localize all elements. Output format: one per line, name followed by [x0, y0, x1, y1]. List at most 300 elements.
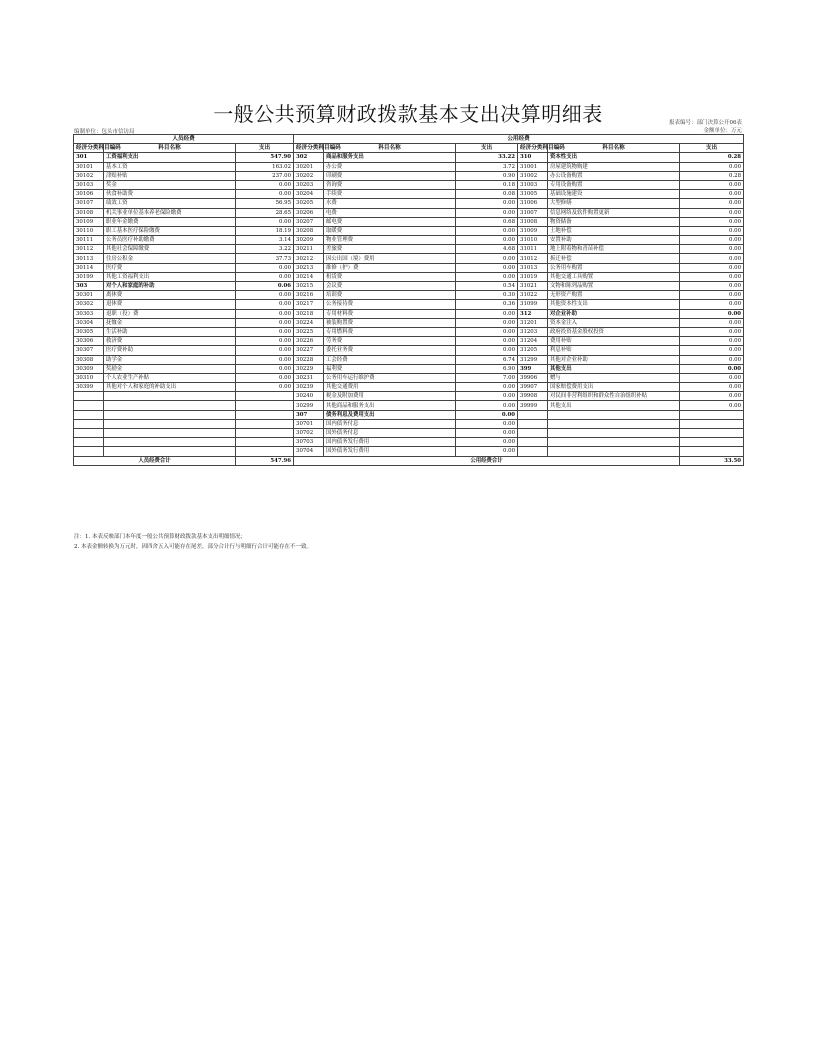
- cell-name: 对企业补助: [548, 309, 680, 318]
- cell-amount: 0.68: [456, 217, 518, 226]
- cell-amount: 0.00: [236, 190, 294, 199]
- cell-amount: 37.73: [236, 254, 294, 263]
- cell-name: 公务员医疗补助缴费: [104, 236, 236, 245]
- cell-code: 30308: [74, 355, 104, 364]
- cell-name: 因公出国（境）费用: [324, 254, 456, 263]
- cell-code: 31001: [518, 162, 548, 171]
- cell-code: [74, 438, 104, 447]
- cell-name: 个人农业生产补贴: [104, 373, 236, 382]
- table-row: [74, 401, 744, 410]
- cell-name: 医疗费补助: [104, 346, 236, 355]
- cell-code: 31099: [518, 300, 548, 309]
- cell-amount: 0.00: [680, 217, 744, 226]
- form-number: 报表编号：部门决算公开06表: [669, 120, 742, 126]
- cell-name: 税金及附加费用: [324, 392, 456, 401]
- totals-row: [74, 456, 744, 465]
- cell-amount: 0.08: [456, 190, 518, 199]
- cell-name: 医疗费: [104, 263, 236, 272]
- cell-code: 30102: [74, 171, 104, 180]
- cell-amount: 0.00: [680, 383, 744, 392]
- cell-name: [104, 392, 236, 401]
- cell-code: 30106: [74, 190, 104, 199]
- cell-amount: 0.00: [236, 217, 294, 226]
- cell-code: 31009: [518, 226, 548, 235]
- cell-name: 土地补偿: [548, 226, 680, 235]
- cell-amount: 33.22: [456, 153, 518, 162]
- cell-code: [74, 410, 104, 419]
- table-row: [74, 171, 744, 180]
- cell-amount: 0.00: [236, 300, 294, 309]
- cell-name: 对个人和家庭的补助: [104, 282, 236, 291]
- cell-amount: 0.00: [456, 401, 518, 410]
- cell-amount: 0.90: [456, 171, 518, 180]
- cell-amount: 0.28: [680, 153, 744, 162]
- cell-code: 39907: [518, 383, 548, 392]
- table-body: [74, 153, 744, 456]
- cell-amount: 0.18: [456, 180, 518, 189]
- cell-code: [74, 401, 104, 410]
- cell-amount: 0.00: [680, 190, 744, 199]
- cell-amount: [236, 447, 294, 456]
- personnel-total-label: 人员经费合计: [74, 456, 236, 465]
- cell-amount: 0.00: [680, 300, 744, 309]
- cell-code: 31008: [518, 217, 548, 226]
- cell-code: 303: [74, 282, 104, 291]
- cell-code: 31011: [518, 245, 548, 254]
- table-row: [74, 180, 744, 189]
- cell-amount: 0.06: [236, 282, 294, 291]
- table-row: [74, 226, 744, 235]
- cell-code: 30307: [74, 346, 104, 355]
- cell-name: 培训费: [324, 291, 456, 300]
- cell-amount: [236, 410, 294, 419]
- cell-name: [104, 410, 236, 419]
- cell-code: 31022: [518, 291, 548, 300]
- cell-code: 31003: [518, 180, 548, 189]
- cell-code: 30701: [294, 419, 324, 428]
- cell-name: 奖励金: [104, 364, 236, 373]
- table-row: [74, 263, 744, 272]
- cell-name: 住房公积金: [104, 254, 236, 263]
- cell-name: 办公设备购置: [548, 171, 680, 180]
- cell-amount: 0.00: [456, 309, 518, 318]
- cell-name: 电费: [324, 208, 456, 217]
- cell-amount: 0.00: [236, 291, 294, 300]
- cell-code: 30399: [74, 383, 104, 392]
- cell-code: 399: [518, 364, 548, 373]
- cell-code: [74, 429, 104, 438]
- column-header-code: 经济分类科目编码: [74, 144, 104, 153]
- cell-name: 债务利息及费用支出: [324, 410, 456, 419]
- cell-name: 国家赔偿费用支出: [548, 383, 680, 392]
- cell-name: 工会经费: [324, 355, 456, 364]
- cell-amount: [236, 392, 294, 401]
- cell-name: 国内债务发行费用: [324, 438, 456, 447]
- cell-code: 30114: [74, 263, 104, 272]
- cell-name: 公务接待费: [324, 300, 456, 309]
- cell-code: 30239: [294, 383, 324, 392]
- cell-code: 30306: [74, 337, 104, 346]
- cell-code: 30703: [294, 438, 324, 447]
- cell-amount: 7.00: [456, 373, 518, 382]
- cell-code: 30202: [294, 171, 324, 180]
- column-header-amount: 支出: [236, 144, 294, 153]
- cell-amount: 0.00: [236, 337, 294, 346]
- page-title: 一般公共预算财政拨款基本支出决算明细表: [213, 102, 603, 126]
- cell-amount: 0.00: [236, 383, 294, 392]
- cell-amount: 0.00: [456, 236, 518, 245]
- cell-name: 其他工资福利支出: [104, 272, 236, 281]
- cell-name: 国内债务付息: [324, 419, 456, 428]
- table-row: [74, 199, 744, 208]
- cell-name: 安置补助: [548, 236, 680, 245]
- cell-name: 办公费: [324, 162, 456, 171]
- cell-amount: 3.22: [236, 245, 294, 254]
- cell-amount: 18.19: [236, 226, 294, 235]
- cell-amount: 0.00: [680, 355, 744, 364]
- cell-amount: 56.95: [236, 199, 294, 208]
- cell-code: 30203: [294, 180, 324, 189]
- cell-name: 机关事业单位基本养老保险缴费: [104, 208, 236, 217]
- cell-code: 301: [74, 153, 104, 162]
- cell-name: 利息补贴: [548, 346, 680, 355]
- cell-code: 30229: [294, 364, 324, 373]
- cell-name: 其他交通工具购置: [548, 272, 680, 281]
- cell-amount: 0.00: [456, 419, 518, 428]
- table-row: [74, 429, 744, 438]
- cell-amount: 163.02: [236, 162, 294, 171]
- cell-code: [518, 447, 548, 456]
- cell-name: 邮电费: [324, 217, 456, 226]
- cell-code: 30113: [74, 254, 104, 263]
- cell-code: 30207: [294, 217, 324, 226]
- cell-name: 劳务费: [324, 337, 456, 346]
- cell-name: 差旅费: [324, 245, 456, 254]
- cell-amount: 0.00: [680, 309, 744, 318]
- personnel-total-value: 547.96: [236, 456, 294, 465]
- cell-code: 30216: [294, 291, 324, 300]
- cell-name: 房屋建筑物购建: [548, 162, 680, 171]
- cell-code: 30112: [74, 245, 104, 254]
- cell-code: 39908: [518, 392, 548, 401]
- cell-amount: 0.00: [456, 208, 518, 217]
- cell-code: 30209: [294, 236, 324, 245]
- column-header-code: 经济分类科目编码: [518, 144, 548, 153]
- cell-code: 30109: [74, 217, 104, 226]
- cell-name: [104, 438, 236, 447]
- cell-name: 拆迁补偿: [548, 254, 680, 263]
- cell-amount: 0.00: [680, 245, 744, 254]
- cell-amount: 0.00: [456, 429, 518, 438]
- cell-amount: 0.00: [680, 373, 744, 382]
- cell-amount: [236, 401, 294, 410]
- cell-code: 31007: [518, 208, 548, 217]
- cell-code: 30215: [294, 282, 324, 291]
- cell-amount: 6.74: [456, 355, 518, 364]
- cell-name: [104, 447, 236, 456]
- cell-amount: 0.00: [456, 318, 518, 327]
- cell-amount: 0.00: [236, 272, 294, 281]
- cell-amount: 0.00: [680, 364, 744, 373]
- cell-name: 专用燃料费: [324, 327, 456, 336]
- public-total-label: 公用经费合计: [294, 456, 680, 465]
- cell-amount: [680, 419, 744, 428]
- cell-amount: 0.00: [236, 327, 294, 336]
- cell-code: 30110: [74, 226, 104, 235]
- cell-code: 30704: [294, 447, 324, 456]
- table-row: [74, 153, 744, 162]
- cell-name: 福利费: [324, 364, 456, 373]
- cell-amount: 0.54: [456, 282, 518, 291]
- table-row: [74, 162, 744, 171]
- table-row: [74, 300, 744, 309]
- cell-amount: 0.00: [456, 272, 518, 281]
- cell-amount: 0.00: [680, 263, 744, 272]
- cell-amount: 0.00: [456, 383, 518, 392]
- cell-name: 国外债务付息: [324, 429, 456, 438]
- table-row: [74, 327, 744, 336]
- cell-name: 退休费: [104, 300, 236, 309]
- cell-name: 其他对企业补助: [548, 355, 680, 364]
- cell-amount: 28.65: [236, 208, 294, 217]
- cell-code: 30310: [74, 373, 104, 382]
- cell-code: 39906: [518, 373, 548, 382]
- cell-amount: 0.00: [680, 208, 744, 217]
- cell-amount: 0.00: [456, 337, 518, 346]
- cell-name: 资本金注入: [548, 318, 680, 327]
- column-header-name: 科目名称: [324, 144, 456, 153]
- cell-name: 职工基本医疗保险缴费: [104, 226, 236, 235]
- cell-amount: 0.00: [456, 410, 518, 419]
- cell-code: [74, 419, 104, 428]
- cell-name: 专用设备购置: [548, 180, 680, 189]
- cell-code: 30213: [294, 263, 324, 272]
- cell-name: 基本工资: [104, 162, 236, 171]
- cell-amount: 547.90: [236, 153, 294, 162]
- cell-amount: 0.00: [680, 180, 744, 189]
- cell-name: 国外债务发行费用: [324, 447, 456, 456]
- table-row: [74, 272, 744, 281]
- cell-name: 大型修缮: [548, 199, 680, 208]
- cell-code: 30201: [294, 162, 324, 171]
- table-row: [74, 337, 744, 346]
- cell-code: 30101: [74, 162, 104, 171]
- cell-name: 租赁费: [324, 272, 456, 281]
- note-line: 2. 本表金额转换为万元时，因四舍五入可能存在尾差，部分合计行与明细行合计可能存在不一致。: [74, 544, 312, 550]
- cell-name: 其他商品和服务支出: [324, 401, 456, 410]
- cell-code: 307: [294, 410, 324, 419]
- column-header-name: 科目名称: [104, 144, 236, 153]
- cell-code: 31203: [518, 327, 548, 336]
- cell-amount: 0.00: [680, 199, 744, 208]
- cell-name: 费用补贴: [548, 337, 680, 346]
- cell-amount: 0.00: [236, 180, 294, 189]
- cell-name: 政府投资基金股权投资: [548, 327, 680, 336]
- cell-code: 30226: [294, 337, 324, 346]
- cell-code: 31006: [518, 199, 548, 208]
- cell-name: 公务用车购置: [548, 263, 680, 272]
- cell-name: 维修（护）费: [324, 263, 456, 272]
- cell-amount: 4.68: [456, 245, 518, 254]
- cell-amount: 0.00: [236, 364, 294, 373]
- expenditure-table: [73, 134, 744, 466]
- cell-name: 伙食补助费: [104, 190, 236, 199]
- cell-name: 对民间非营利组织和群众性自治组织补贴: [548, 392, 680, 401]
- table-row: [74, 254, 744, 263]
- cell-amount: [680, 438, 744, 447]
- cell-code: [518, 438, 548, 447]
- table-row: [74, 208, 744, 217]
- cell-name: 津贴补贴: [104, 171, 236, 180]
- cell-code: 30240: [294, 392, 324, 401]
- cell-code: 31204: [518, 337, 548, 346]
- cell-code: 31010: [518, 236, 548, 245]
- cell-amount: 0.00: [236, 318, 294, 327]
- cell-code: 30204: [294, 190, 324, 199]
- cell-code: [74, 392, 104, 401]
- cell-amount: [236, 419, 294, 428]
- cell-amount: [680, 447, 744, 456]
- cell-name: 其他社会保障缴费: [104, 245, 236, 254]
- cell-name: 奖金: [104, 180, 236, 189]
- table-row: [74, 236, 744, 245]
- column-header-name: 科目名称: [548, 144, 680, 153]
- cell-code: 30702: [294, 429, 324, 438]
- cell-code: 30303: [74, 309, 104, 318]
- cell-code: 31019: [518, 272, 548, 281]
- cell-amount: 0.00: [680, 254, 744, 263]
- table-row: [74, 447, 744, 456]
- cell-name: 会议费: [324, 282, 456, 291]
- table-row: [74, 419, 744, 428]
- cell-name: 商品和服务支出: [324, 153, 456, 162]
- cell-name: 水费: [324, 199, 456, 208]
- cell-code: 31013: [518, 263, 548, 272]
- cell-amount: 0.00: [680, 392, 744, 401]
- cell-name: 其他对个人和家庭的补助支出: [104, 383, 236, 392]
- cell-amount: 0.36: [456, 300, 518, 309]
- cell-code: [518, 410, 548, 419]
- cell-name: 生活补助: [104, 327, 236, 336]
- cell-amount: 0.00: [680, 337, 744, 346]
- cell-amount: 0.00: [236, 373, 294, 382]
- cell-code: 30225: [294, 327, 324, 336]
- cell-name: 救济费: [104, 337, 236, 346]
- cell-amount: 0.00: [680, 226, 744, 235]
- public-header: 公用经费: [294, 135, 744, 144]
- table-row: [74, 217, 744, 226]
- cell-amount: 0.00: [456, 263, 518, 272]
- cell-name: 信息网络及软件购置更新: [548, 208, 680, 217]
- cell-code: 30228: [294, 355, 324, 364]
- cell-code: 31012: [518, 254, 548, 263]
- cell-name: [104, 429, 236, 438]
- cell-amount: [680, 429, 744, 438]
- personnel-header: 人员经费: [74, 135, 294, 144]
- cell-amount: 0.28: [680, 171, 744, 180]
- cell-name: 印刷费: [324, 171, 456, 180]
- cell-amount: 237.00: [236, 171, 294, 180]
- cell-name: 取暖费: [324, 226, 456, 235]
- cell-name: [548, 419, 680, 428]
- cell-amount: 0.00: [680, 236, 744, 245]
- cell-amount: 0.00: [456, 346, 518, 355]
- cell-name: 基础设施建设: [548, 190, 680, 199]
- cell-code: 30214: [294, 272, 324, 281]
- cell-code: 312: [518, 309, 548, 318]
- cell-amount: 0.00: [236, 309, 294, 318]
- cell-code: [518, 429, 548, 438]
- organization-label: 编制单位：包头市信访局: [74, 129, 135, 135]
- cell-amount: 0.00: [680, 318, 744, 327]
- table-row: [74, 291, 744, 300]
- public-total-value: 33.50: [680, 456, 744, 465]
- cell-amount: [236, 429, 294, 438]
- cell-code: 30217: [294, 300, 324, 309]
- cell-code: 39999: [518, 401, 548, 410]
- cell-amount: 0.00: [456, 327, 518, 336]
- cell-amount: 3.14: [236, 236, 294, 245]
- cell-code: 30108: [74, 208, 104, 217]
- table-row: [74, 383, 744, 392]
- cell-name: [548, 429, 680, 438]
- note-line: 注：1. 本表反映部门本年度一般公共预算财政拨款基本支出明细情况；: [74, 534, 246, 540]
- cell-code: 30299: [294, 401, 324, 410]
- cell-amount: 0.00: [236, 355, 294, 364]
- cell-code: 30205: [294, 199, 324, 208]
- cell-name: 被装购置费: [324, 318, 456, 327]
- cell-name: 公务用车运行维护费: [324, 373, 456, 382]
- cell-amount: 0.00: [680, 346, 744, 355]
- cell-code: 31299: [518, 355, 548, 364]
- cell-code: 30224: [294, 318, 324, 327]
- cell-name: 助学金: [104, 355, 236, 364]
- cell-amount: 0.00: [456, 199, 518, 208]
- table-row: [74, 364, 744, 373]
- cell-name: 文物和陈列品购置: [548, 282, 680, 291]
- cell-code: 31021: [518, 282, 548, 291]
- cell-amount: [236, 438, 294, 447]
- cell-code: 30304: [74, 318, 104, 327]
- cell-name: 物业管理费: [324, 236, 456, 245]
- cell-name: 地上附着物和青苗补偿: [548, 245, 680, 254]
- column-header-code: 经济分类科目编码: [294, 144, 324, 153]
- table-row: [74, 309, 744, 318]
- cell-name: [548, 410, 680, 419]
- unit-label: 金额单位：万元: [703, 128, 742, 134]
- cell-code: 31002: [518, 171, 548, 180]
- cell-amount: 0.00: [236, 346, 294, 355]
- cell-name: 其他支出: [548, 401, 680, 410]
- table-row: [74, 190, 744, 199]
- cell-amount: 0.00: [680, 162, 744, 171]
- cell-name: 抚恤金: [104, 318, 236, 327]
- cell-name: 职业年金缴费: [104, 217, 236, 226]
- table-row: [74, 282, 744, 291]
- table-row: [74, 373, 744, 382]
- cell-name: 退职（役）费: [104, 309, 236, 318]
- cell-name: 委托业务费: [324, 346, 456, 355]
- cell-name: 手续费: [324, 190, 456, 199]
- cell-name: 其他交通费用: [324, 383, 456, 392]
- cell-code: 30107: [74, 199, 104, 208]
- cell-name: [548, 447, 680, 456]
- cell-code: 30218: [294, 309, 324, 318]
- cell-name: 其他支出: [548, 364, 680, 373]
- cell-amount: 0.00: [456, 226, 518, 235]
- column-header-amount: 支出: [456, 144, 518, 153]
- cell-code: 30208: [294, 226, 324, 235]
